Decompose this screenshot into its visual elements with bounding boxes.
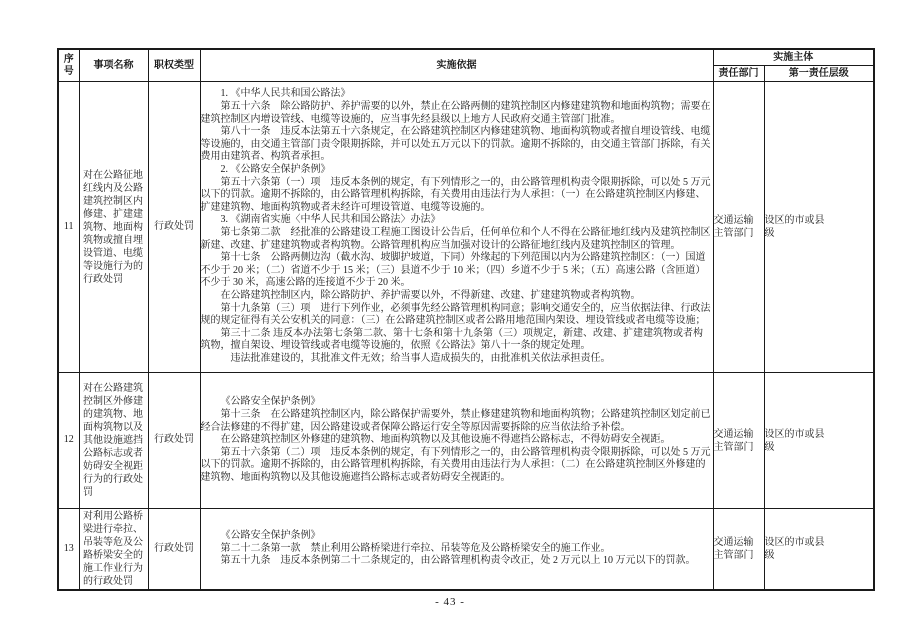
responsible-dept-text: 交通运输主管部门 bbox=[713, 215, 754, 239]
basis-paragraph: 第五十六条第（二）项 违反本条例的规定，有下列情形之一的，由公路管理机构责令限期拆除，可以处 5 万元以下的罚款。逾期不拆除的，由公路管理机构拆除，有关费用由违法行为人承担：（二）在公路建筑控制区外修建的建筑物、地面构筑物以及其他设施遮挡公路标志或者妨碍安全视距的。 bbox=[200, 446, 711, 483]
row-number: 11 bbox=[58, 82, 79, 373]
legal-basis bbox=[200, 509, 713, 591]
responsible-dept bbox=[713, 82, 764, 373]
basis-paragraph: 违法批准建设的，其批准文件无效；给当事人造成损失的，由批准机关依法承担责任。 bbox=[230, 352, 611, 364]
basis-paragraph: 第五十六条 除公路防护、养护需要的以外，禁止在公路两侧的建筑控制区内修建建筑物和地面构筑物；需要在建筑控制区内增设管线、电缆等设施的，应当事先经县级以上地方人民政府交通主管部门批准。 bbox=[200, 101, 711, 125]
basis-paragraph: 1. 《中华人民共和国公路法》 bbox=[220, 88, 351, 100]
legal-basis bbox=[200, 82, 713, 373]
item-name-text: 对在公路征地红线内及公路建筑控制区内修建、扩建建筑物、地面构筑物或擅自埋设管道、电缆等设施行为的行政处罚 bbox=[83, 169, 143, 285]
table-row bbox=[58, 373, 874, 509]
responsibility-level bbox=[764, 373, 874, 509]
authority-type: 行政处罚 bbox=[148, 509, 200, 591]
responsibility-level-text: 设区的市或县级 bbox=[764, 537, 825, 561]
responsible-dept bbox=[713, 509, 764, 591]
col-header-dept: 责任部门 bbox=[713, 66, 764, 82]
table-body bbox=[58, 82, 874, 591]
basis-paragraph: 在公路建筑控制区内，除公路防护、养护需要以外，不得新建、改建、扩建建筑物或者构筑物。 bbox=[220, 289, 641, 301]
col-header-basis: 实施依据 bbox=[200, 49, 713, 82]
item-name bbox=[79, 373, 148, 509]
item-name bbox=[79, 509, 148, 591]
duty-table bbox=[57, 48, 875, 591]
responsibility-level-text: 设区的市或县级 bbox=[764, 215, 825, 239]
basis-paragraph: 第三十二条 违反本办法第七条第二款、第十七条和第十九条第（三）项规定，新建、改建、扩建建筑物或者构筑物，擅自架设、埋设管线或者电缆等设施的，依照《公路法》第八十一条的规定处理。 bbox=[200, 327, 703, 352]
basis-paragraph: 第十三条 在公路建筑控制区内，除公路保护需要外，禁止修建建筑物和地面构筑物；公路建筑控制区划定前已经合法修建的不得扩建，因公路建设或者保障公路运行安全等原因需要拆除的应当依法给予补偿。 bbox=[200, 409, 711, 433]
row-number: 12 bbox=[58, 373, 79, 509]
authority-type: 行政处罚 bbox=[148, 373, 200, 509]
responsible-dept-text: 交通运输主管部门 bbox=[713, 537, 754, 561]
authority-type: 行政处罚 bbox=[148, 82, 200, 373]
page-number: - 43 - bbox=[435, 596, 465, 608]
item-name-text: 对在公路建筑控制区外修建的建筑物、地面构筑物以及其他设施遮挡公路标志或者妨碍安全视距行为的行政处罚 bbox=[83, 383, 143, 498]
basis-paragraph: 第五十六条第（一）项 违反本条例的规定，有下列情形之一的，由公路管理机构责令限期拆除，可以处 5 万元以下的罚款。逾期不拆除的，由公路管理机构拆除，有关费用由违法行为人承担：（一）在公路建筑控制区内修建、扩建建筑物、地面构筑物或者未经许可埋设管道、电缆等设施的。 bbox=[200, 176, 711, 213]
basis-paragraph: 第二十二条第一款 禁止利用公路桥梁进行牵拉、吊装等危及公路桥梁安全的施工作业。 bbox=[220, 542, 611, 554]
table-row bbox=[58, 82, 874, 373]
basis-paragraph: 《公路安全保护条例》 bbox=[220, 530, 321, 542]
col-header-subject: 实施主体 bbox=[713, 49, 874, 66]
table-header bbox=[58, 49, 874, 82]
basis-paragraph: 第十九条第（三）项 进行下列作业，必须事先经公路管理机构同意；影响交通安全的，应当依据法律、行政法规的规定征得有关公安机关的同意：（三）在公路建筑控制区或者公路用地范围内架设、埋设管线或者电缆等设施； bbox=[200, 302, 711, 327]
item-name-text: 对利用公路桥梁进行牵拉、吊装等危及公路桥梁安全的施工作业行为的行政处罚 bbox=[83, 511, 143, 587]
responsible-dept bbox=[713, 373, 764, 509]
col-header-no: 序号 bbox=[58, 49, 79, 82]
responsibility-level bbox=[764, 509, 874, 591]
row-number: 13 bbox=[58, 509, 79, 591]
col-header-name: 事项名称 bbox=[79, 49, 148, 82]
basis-paragraph: 2. 《公路安全保护条例》 bbox=[220, 164, 331, 176]
responsibility-level-text: 设区的市或县级 bbox=[764, 428, 825, 453]
basis-paragraph: 在公路建筑控制区外修建的建筑物、地面构筑物以及其他设施不得遮挡公路标志，不得妨碍安全视距。 bbox=[220, 434, 671, 446]
responsible-dept-text: 交通运输主管部门 bbox=[713, 428, 754, 453]
basis-paragraph: 第七条第二款 经批准的公路建设工程施工图设计公告后，任何单位和个人不得在公路征地红线内及建筑控制区新建、改建、扩建建筑物或者构筑物。公路管理机构应当加强对设计的公路征地红线内及建筑控制区的管理。 bbox=[200, 227, 711, 251]
item-name bbox=[79, 82, 148, 373]
basis-paragraph: 第五十九条 违反本条例第二十二条规定的，由公路管理机构责令改正，处 2 万元以上 10 万元以下的罚款。 bbox=[220, 555, 696, 567]
col-header-type: 职权类型 bbox=[148, 49, 200, 82]
col-header-level: 第一责任层级 bbox=[764, 66, 874, 82]
basis-paragraph: 3. 《湖南省实施〈中华人民共和国公路法〉办法》 bbox=[220, 214, 441, 226]
responsibility-level bbox=[764, 82, 874, 373]
basis-paragraph: 第八十一条 违反本法第五十六条规定，在公路建筑控制区内修建建筑物、地面构筑物或者擅自埋设管线、电缆等设施的，由交通主管部门责令限期拆除，并可以处五万元以下的罚款。逾期不拆除的，由交通主管部门拆除，有关费用由建筑者、构筑者承担。 bbox=[200, 126, 711, 163]
table-row bbox=[58, 509, 874, 591]
basis-paragraph: 《公路安全保护条例》 bbox=[220, 396, 321, 408]
legal-basis bbox=[200, 373, 713, 509]
basis-paragraph: 第十七条 公路两侧边沟（截水沟、坡脚护坡道，下同）外缘起的下列范围以内为公路建筑控制区：（一）国道不少于 20 米；（二）省道不少于 15 米；（三）县道不少于 10 米；（四）乡道不少于 5 米；（五）高速公路（含匝道）不少于 30 米，高速公路的连接道不少于 20 米。 bbox=[200, 252, 706, 289]
